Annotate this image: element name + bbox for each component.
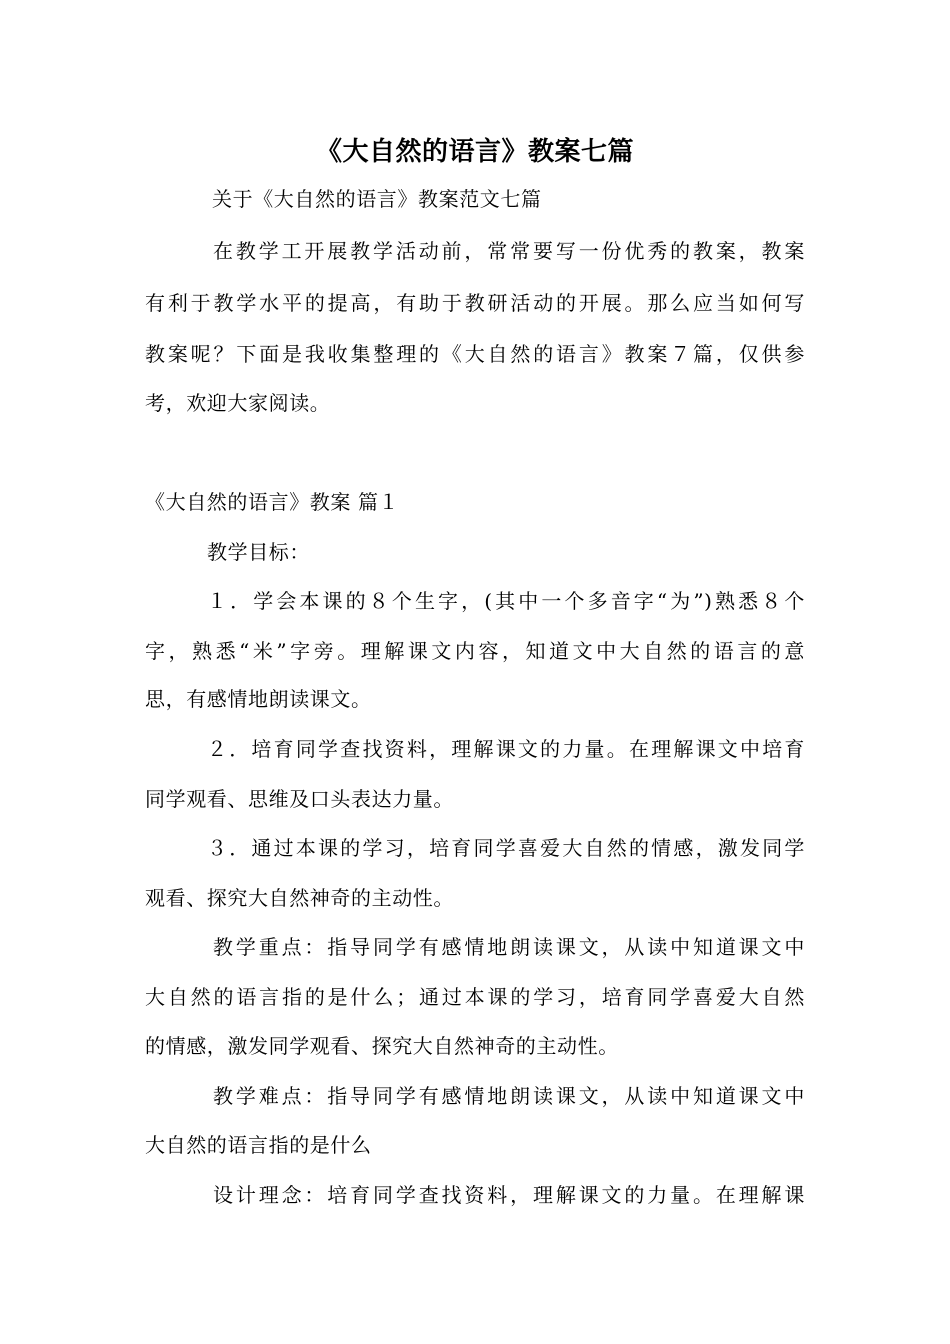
objective-line: ２．培育同学查找资料，理解课文的力量。在理解课文中培育 [207,737,805,761]
difficulties-line: 教学难点：指导同学有感情地朗读课文，从读中知道课文中 [213,1084,805,1108]
objective-line: ３．通过本课的学习，培育同学喜爱大自然的情感，激发同学 [207,836,805,860]
key-points-line: 大自然的语言指的是什么；通过本课的学习，培育同学喜爱大自然 [145,985,805,1009]
intro-line: 考，欢迎大家阅读。 [145,391,331,415]
objective-line: 字，熟悉“米”字旁。理解课文内容，知道文中大自然的语言的意 [145,639,805,663]
intro-line: 在教学工开展教学活动前，常常要写一份优秀的教案，教案 [213,239,805,263]
objective-line: 思，有感情地朗读课文。 [145,687,372,711]
design-concept-line: 设计理念：培育同学查找资料，理解课文的力量。在理解课 [213,1183,805,1207]
objective-line: 观看、探究大自然神奇的主动性。 [145,886,454,910]
difficulties-line: 大自然的语言指的是什么 [145,1133,372,1157]
objectives-label: 教学目标： [207,540,310,564]
intro-line: 教案呢？下面是我收集整理的《大自然的语言》教案７篇，仅供参 [145,342,805,366]
document-subtitle: 关于《大自然的语言》教案范文七篇 [212,187,542,211]
key-points-line: 的情感，激发同学观看、探究大自然神奇的主动性。 [145,1034,619,1058]
key-points-line: 教学重点：指导同学有感情地朗读课文，从读中知道课文中 [213,935,805,959]
objective-line: １．学会本课的８个生字，(其中一个多音字“为”)熟悉８个 [207,589,805,613]
intro-line: 有利于教学水平的提高，有助于教研活动的开展。那么应当如何写 [145,291,805,315]
objective-line: 同学观看、思维及口头表达力量。 [145,787,454,811]
section-heading: 《大自然的语言》教案 篇１ [145,490,400,514]
document-title: 《大自然的语言》教案七篇 [315,137,634,167]
